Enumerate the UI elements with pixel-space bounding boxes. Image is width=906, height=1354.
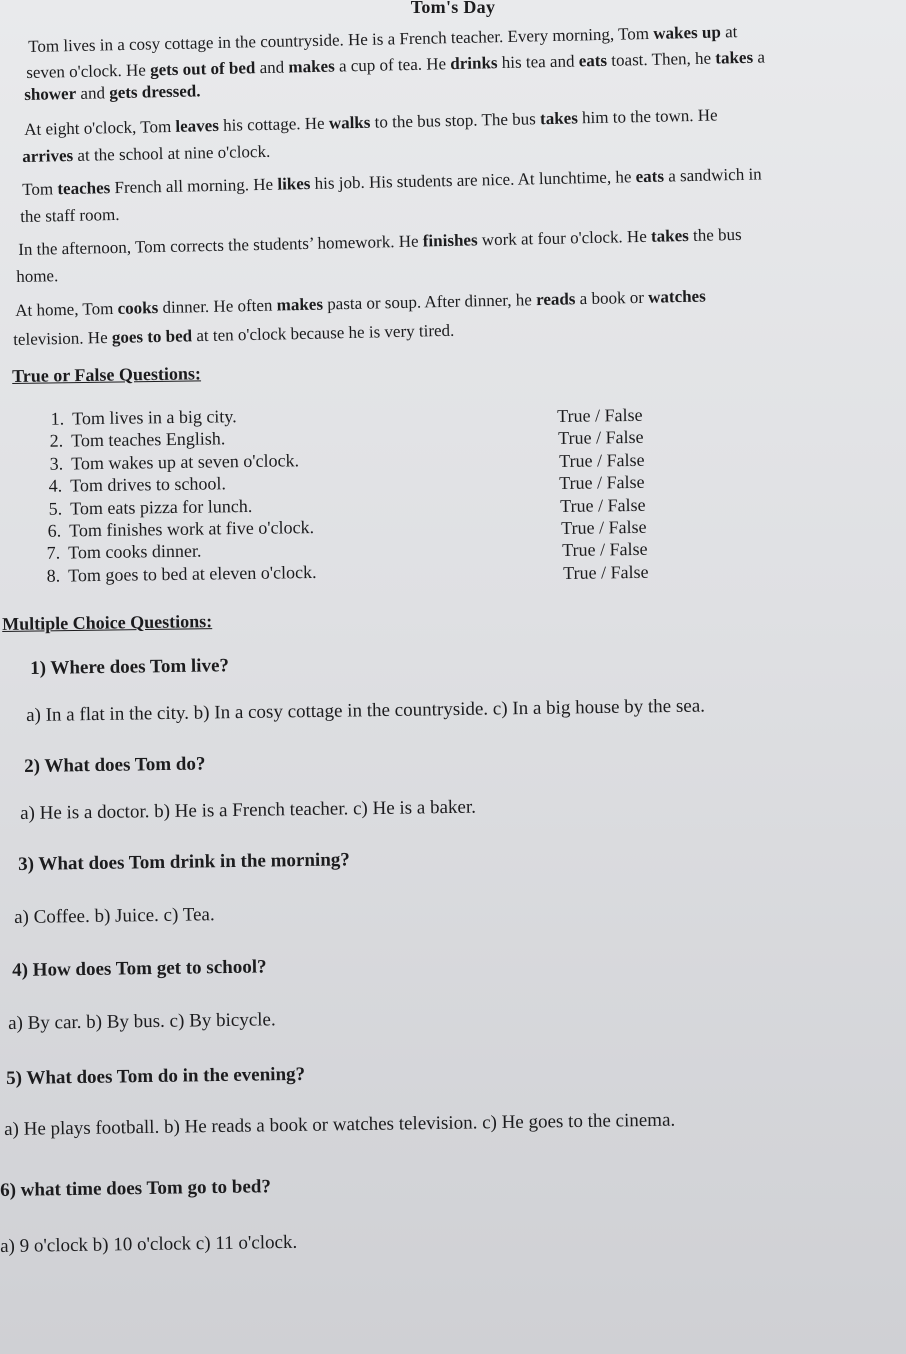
question: 6) what time does Tom go to bed? — [0, 1176, 272, 1201]
item-statement: Tom drives to school. — [70, 473, 227, 496]
story-text-segment: seven o'clock. He — [26, 60, 151, 82]
story-text-segment: to the bus stop. The bus — [370, 109, 541, 132]
answer-options: a) Coffee. b) Juice. c) Tea. — [14, 904, 215, 928]
story-line — [15, 286, 706, 321]
item-statement: Tom lives in a big city. — [72, 406, 237, 429]
story-text-segment: his job. His students are nice. At lunchtime, he — [310, 167, 636, 193]
story-text-segment: and — [255, 57, 289, 78]
true-false-choice[interactable]: True / False — [559, 471, 646, 494]
story-line — [22, 164, 762, 200]
story-verb: watches — [647, 286, 706, 307]
true-false-choice[interactable]: True / False — [557, 427, 644, 449]
true-false-item — [28, 540, 202, 564]
story-text-segment: home. — [16, 266, 59, 286]
true-false-choice[interactable]: True / False — [561, 539, 648, 561]
story-verb: takes — [539, 108, 579, 129]
story-line — [20, 204, 120, 227]
true-false-item — [28, 561, 317, 587]
story-text-segment: a — [752, 47, 766, 67]
answer-options: a) 9 o'clock b) 10 o'clock c) 11 o'clock. — [0, 1231, 298, 1257]
item-statement: Tom cooks dinner. — [68, 540, 202, 563]
item-number: 2. — [49, 430, 64, 452]
story-verb: eats — [578, 50, 608, 71]
story-text-segment: At eight o'clock, Tom — [24, 116, 176, 139]
item-statement: Tom teaches English. — [71, 428, 226, 451]
story-text-segment: French all morning. He — [110, 174, 278, 198]
true-false-item — [30, 494, 252, 519]
story-text-segment: his tea and — [497, 51, 579, 73]
story-line — [13, 320, 455, 350]
story-verb: likes — [277, 173, 311, 194]
story-text-segment: television. He — [13, 327, 113, 349]
story-line — [24, 80, 201, 105]
story-text-segment: Tom lives in a cosy cottage in the countryside. He is a French teacher. Every morning, Tom — [28, 23, 654, 56]
story-text-segment: a book or — [575, 287, 649, 309]
story-text-segment: at ten o'clock because he is very tired. — [191, 320, 455, 346]
item-statement: Tom finishes work at five o'clock. — [69, 517, 315, 541]
story-text-segment: at the school at nine o'clock. — [72, 141, 271, 165]
item-number: 6. — [47, 520, 62, 541]
true-false-choice[interactable]: True / False — [557, 404, 643, 426]
story-text-segment: and — [75, 83, 110, 103]
story-verb: eats — [635, 166, 665, 187]
true-false-item — [31, 428, 226, 453]
story-verb: makes — [288, 56, 335, 77]
story-text-segment: Tom — [22, 179, 58, 199]
item-statement: Tom eats pizza for lunch. — [69, 495, 253, 519]
multiple-choice-heading: Multiple Choice Questions: — [2, 611, 213, 634]
true-false-choice[interactable]: True / False — [560, 494, 646, 516]
story-verb: wakes up — [653, 22, 722, 43]
item-number: 7. — [46, 542, 61, 564]
story-verb: leaves — [175, 115, 220, 136]
story-line — [22, 141, 270, 167]
question: 2) What does Tom do? — [24, 753, 206, 777]
item-number: 5. — [48, 498, 62, 519]
story-text-segment: a cup of tea. He — [334, 54, 451, 76]
question: 4) How does Tom get to school? — [12, 956, 267, 981]
item-number: 4. — [48, 475, 63, 496]
item-number: 1. — [50, 408, 65, 429]
story-verb: reads — [535, 289, 576, 310]
story-text-segment: work at four o'clock. He — [477, 226, 652, 250]
question: 5) What does Tom do in the evening? — [6, 1063, 306, 1089]
story-verb: makes — [276, 294, 324, 315]
page-title: Tom's Day — [410, 0, 496, 17]
story-text-segment: a sandwich in — [663, 164, 762, 186]
story-text-segment: at — [720, 22, 738, 42]
true-false-item — [30, 472, 226, 497]
story-verb: takes — [650, 225, 689, 246]
true-false-item — [29, 516, 314, 542]
true-false-choice[interactable]: True / False — [562, 561, 649, 583]
answer-options: a) In a flat in the city. b) In a cosy cottage in the countryside. c) In a big house by the sea. — [26, 695, 706, 726]
item-number: 8. — [46, 565, 61, 586]
true-false-choice[interactable]: True / False — [561, 516, 647, 538]
story-text-segment: his cottage. He — [218, 113, 330, 135]
question: 1) Where does Tom live? — [30, 655, 230, 679]
story-verb: arrives — [22, 145, 74, 166]
answer-options: a) By car. b) By bus. c) By bicycle. — [8, 1009, 276, 1034]
question: 3) What does Tom drink in the morning? — [18, 849, 350, 875]
item-statement: Tom wakes up at seven o'clock. — [70, 450, 299, 474]
item-number: 3. — [49, 453, 64, 474]
true-false-item — [32, 405, 237, 430]
story-verb: gets dressed. — [109, 81, 201, 103]
story-verb: cooks — [117, 298, 159, 318]
story-verb: walks — [328, 112, 371, 133]
item-statement: Tom goes to bed at eleven o'clock. — [67, 561, 317, 586]
story-text-segment: the staff room. — [20, 204, 120, 226]
story-line — [16, 265, 58, 287]
story-text-segment: the bus — [688, 224, 742, 245]
story-verb: drinks — [450, 53, 498, 74]
true-false-heading: True or False Questions: — [12, 363, 202, 386]
story-verb: teaches — [57, 178, 111, 199]
story-line — [18, 224, 742, 260]
story-verb: takes — [715, 47, 754, 68]
answer-options: a) He plays football. b) He reads a book or watches television. c) He goes to the cinema. — [4, 1109, 676, 1140]
story-text-segment: toast. Then, he — [606, 48, 716, 70]
story-verb: gets out of bed — [149, 58, 256, 80]
story-verb: shower — [24, 83, 77, 104]
true-false-item — [31, 449, 299, 475]
true-false-choice[interactable]: True / False — [558, 449, 645, 471]
story-line — [24, 104, 718, 140]
story-text-segment: In the afternoon, Tom corrects the students’ homework. He — [18, 231, 423, 259]
story-text-segment: dinner. He often — [158, 295, 277, 318]
story-verb: goes to bed — [111, 326, 193, 347]
story-text-segment: At home, Tom — [15, 298, 118, 320]
story-text-segment: him to the town. He — [577, 105, 718, 128]
story-verb: finishes — [422, 230, 478, 251]
answer-options: a) He is a doctor. b) He is a French teacher. c) He is a baker. — [20, 796, 477, 824]
story-text-segment: pasta or soup. After dinner, he — [322, 290, 537, 314]
